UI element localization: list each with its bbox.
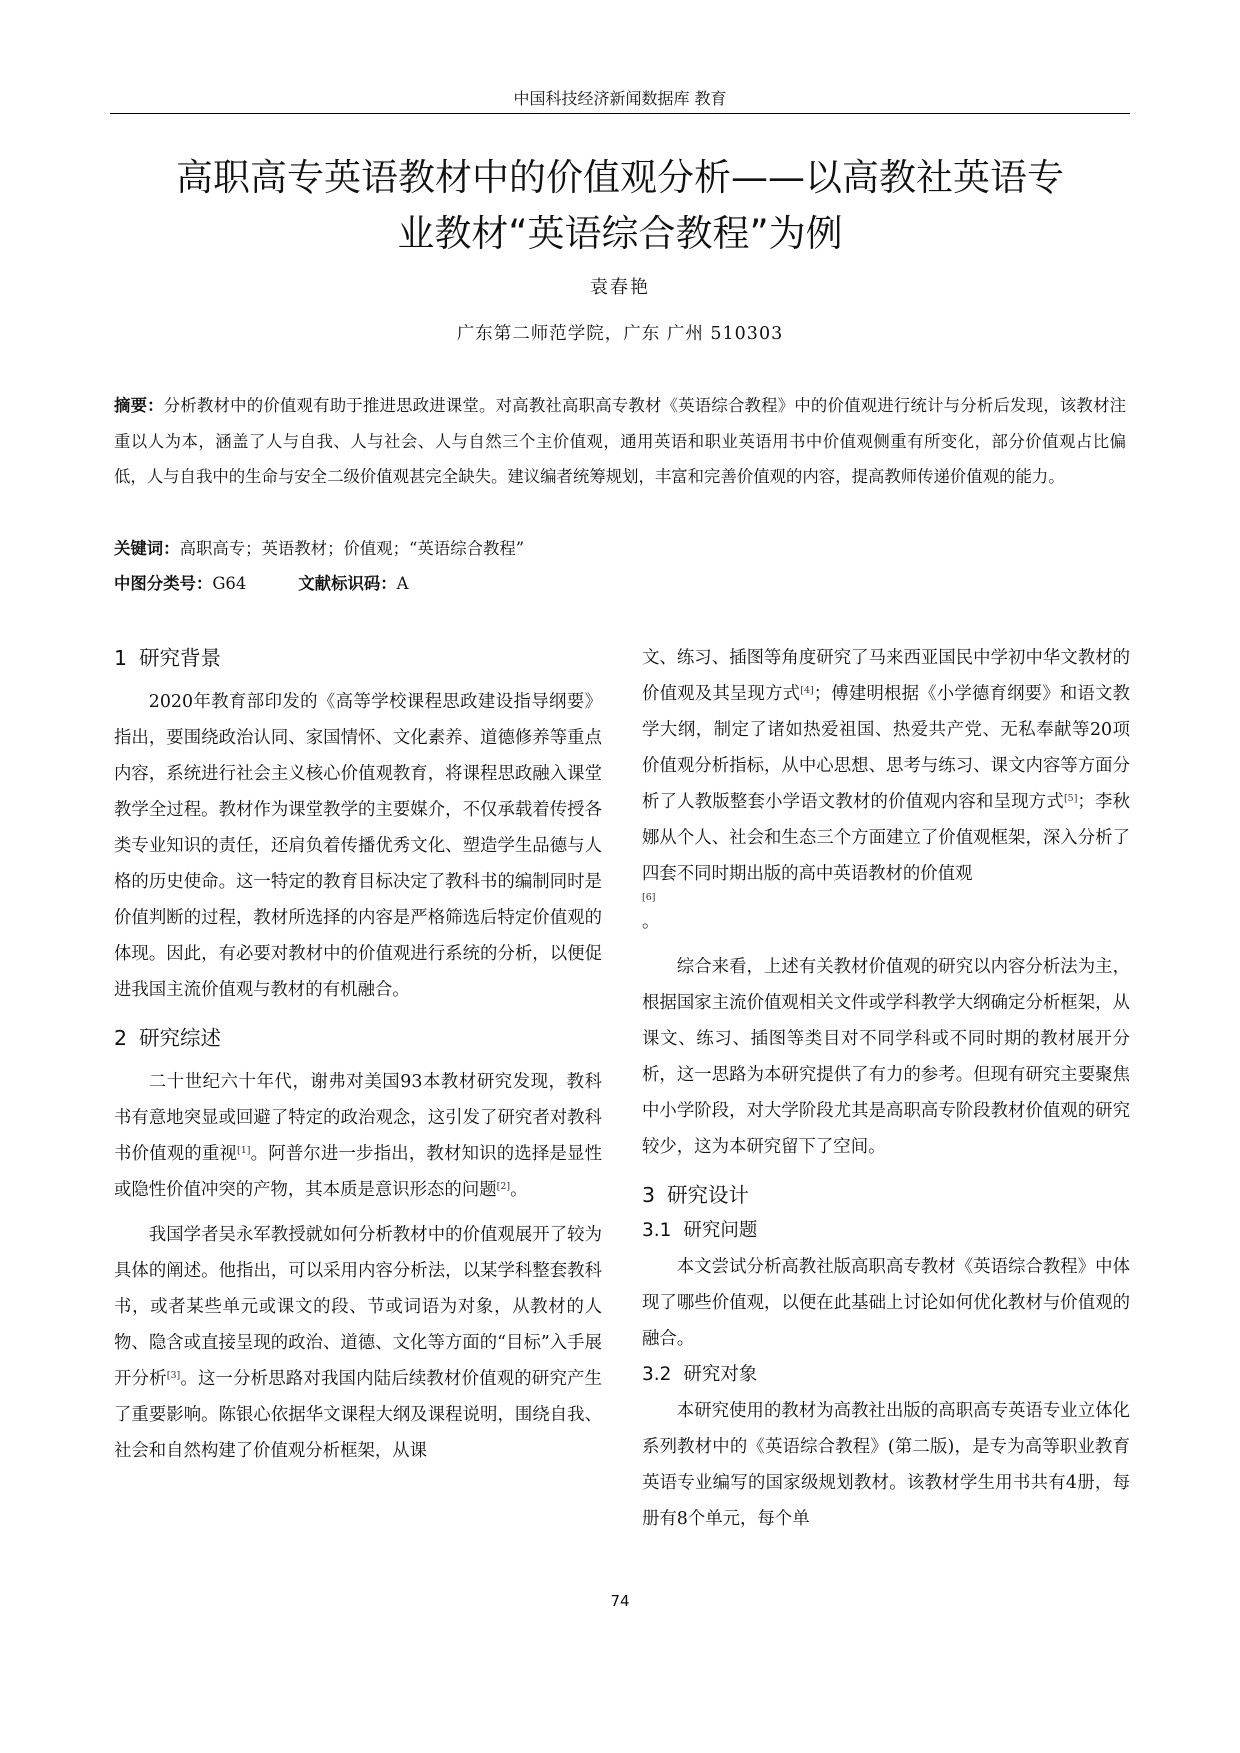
- doc-code-value: A: [396, 574, 409, 593]
- paragraph: 二十世纪六十年代，谢弗对美国93本教材研究发现，教科书有意地突显或回避了特定的政治观念，这引发了研究者对教科书价值观的重视[1]。阿普尔进一步指出，教材知识的选择是显性或隐性价值冲突的产物，其本质是意识形态的问题[2]。: [114, 1072, 602, 1200]
- section-title: 研究设计: [667, 1183, 750, 1207]
- abstract-text: 分析教材中的价值观有助于推进思政进课堂。对高教社高职高专教材《英语综合教程》中的价值观进行统计与分析后发现，该教材注重以人为本，涵盖了人与自我、人与社会、人与自然三个主价值观，通用英语和职业英语用书中价值观侧重有所变化，部分价值观占比偏低，人与自我中的生命与安全二级价值观甚完全缺失。建议编者统筹规划，丰富和完善价值观的内容，提高教师传递价值观的能力。: [114, 396, 1126, 486]
- citation-ref: [1]: [237, 1145, 251, 1156]
- citation-ref: [2]: [496, 1181, 511, 1192]
- section-number: 1: [114, 646, 128, 670]
- keywords-text: 高职高专；英语教材；价值观；“英语综合教程”: [179, 539, 525, 558]
- citation-ref: [3]: [166, 1370, 181, 1381]
- paragraph: 我国学者吴永军教授就如何分析教材中的价值观展开了较为具体的阐述。他指出，可以采用内容分析法，以某学科整套教科书，或者某些单元或课文的段、节或词语为对象，从教材的人物、隐含或直接呈现的政治、道德、文化等方面的“目标”入手展开分析[3]。这一分析思路对我国内陆后续教材价值观的研究产生了重要影响。陈银心依据华文课程大纲及课程说明，围绕自我、社会和自然构建了价值观分析框架，从课: [114, 1225, 602, 1461]
- paragraph: 本研究使用的教材为高教社出版的高职高专英语专业立体化系列教材中的《英语综合教程》(第二版)，是专为高等职业教育英语专业编写的国家级规划教材。该教材学生用书共有4册，每册有8个单元，每个单: [642, 1401, 1130, 1529]
- title-line-2: 业教材“英语综合教程”为例: [397, 212, 843, 255]
- paragraph: 综合来看，上述有关教材价值观的研究以内容分析法为主，根据国家主流价值观相关文件或学科教学大纲确定分析框架，从课文、练习、插图等类目对不同学科或不同时期的教材展开分析，这一思路为本研究提供了有力的参考。但现有研究主要聚焦中小学阶段，对大学阶段尤其是高职高专阶段教材价值观的研究较少，这为本研究留下了空间。: [642, 957, 1130, 1157]
- author-name: 袁春艳: [590, 277, 650, 298]
- clc-label: 中图分类号：: [114, 574, 213, 593]
- section-1-heading: [114, 640, 602, 676]
- section-number: 2: [114, 1026, 128, 1050]
- keywords: [114, 534, 1126, 564]
- article-title: [110, 150, 1130, 262]
- paragraph: 本文尝试分析高教社版高职高专教材《英语综合教程》中体现了哪些价值观，以便在此基础上讨论如何优化教材与价值观的融合。: [642, 1257, 1130, 1349]
- clc-value: G64: [212, 574, 247, 593]
- section-title: 研究背景: [139, 646, 222, 670]
- page-number: 74: [610, 1592, 630, 1610]
- running-header: 中国科技经济新闻数据库 教育: [513, 89, 727, 108]
- subsection-title: 研究对象: [683, 1364, 758, 1385]
- paragraph-continued: 文、练习、插图等角度研究了马来西亚国民中学初中华文教材的价值观及其呈现方式[4]；傅建明根据《小学德育纲要》和语文教学大纲，制定了诸如热爱祖国、热爱共产党、无私奉献等20项价值观分析指标，从中心思想、思考与练习、课文内容等方面分析了人教版整套小学语文教材的价值观内容和呈现方式[5]；李秋娜从个人、社会和生态三个方面建立了价值观框架，深入分析了四套不同时期出版的高中英语教材的价值观 [6] 。: [642, 648, 1130, 932]
- section-number: 3: [642, 1183, 656, 1207]
- keywords-label: 关键词：: [114, 539, 180, 558]
- abstract-label: 摘要：: [114, 396, 164, 415]
- doc-code-label: 文献标识码：: [298, 574, 397, 593]
- section-3-heading: [642, 1177, 1130, 1213]
- header-rule: [110, 113, 1130, 114]
- section-2-heading: [114, 1020, 602, 1056]
- citation-ref: [6]: [642, 892, 656, 903]
- paragraph: 2020年教育部印发的《高等学校课程思政建设指导纲要》指出，要围绕政治认同、家国情怀、文化素养、道德修养等重点内容，系统进行社会主义核心价值观教育，将课程思政融入课堂教学全过程。教材作为课堂教学的主要媒介，不仅承载着传授各类专业知识的责任，还肩负着传播优秀文化、塑造学生品德与人格的历史使命。这一特定的教育目标决定了教科书的编制同时是价值判断的过程，教材所选择的内容是严格筛选后特定价值观的体现。因此，有必要对教材中的价值观进行系统的分析，以便促进我国主流价值观与教材的有机融合。: [114, 692, 602, 1000]
- classification-line: [114, 569, 1126, 599]
- left-column: [114, 640, 602, 1469]
- citation-ref: [4]: [800, 685, 814, 696]
- author-affiliation: 广东第二师范学院，广东 广州 510303: [456, 324, 784, 344]
- subsection-number: 3.2: [642, 1364, 672, 1385]
- subsection-number: 3.1: [642, 1220, 672, 1241]
- right-column: [642, 640, 1130, 1537]
- subsection-3-1-heading: [642, 1213, 1130, 1249]
- citation-ref: [5]: [1063, 793, 1078, 804]
- subsection-3-2-heading: [642, 1357, 1130, 1393]
- subsection-title: 研究问题: [683, 1220, 758, 1241]
- abstract: [114, 388, 1126, 495]
- title-line-1: 高职高专英语教材中的价值观分析——以高教社英语专: [176, 156, 1064, 199]
- section-title: 研究综述: [139, 1026, 222, 1050]
